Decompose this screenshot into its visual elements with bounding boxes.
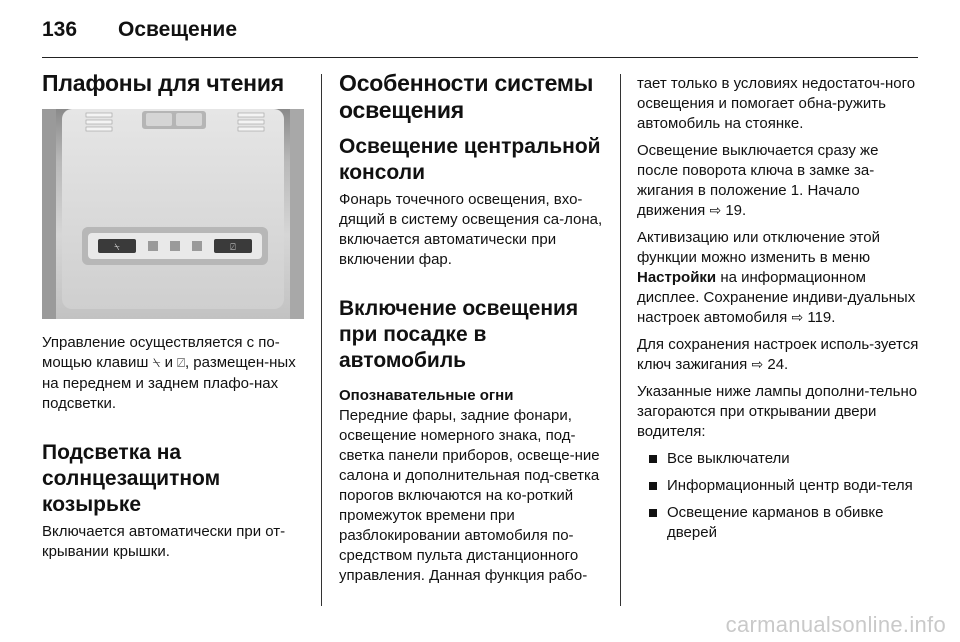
- page-ref-24[interactable]: 24.: [767, 356, 789, 373]
- column-3: [637, 74, 919, 550]
- heading-lighting-features: Особенности системы освещения: [339, 70, 594, 123]
- heading-visor-lighting: Подсветка на солнцезащитном козырьке: [42, 441, 221, 516]
- svg-text:⍀: ⍀: [114, 243, 120, 253]
- console-lighting-text: Фонарь точечного освещения, вхо-дящий в систему освещения са-лона, включается автоматически при включении фар.: [339, 191, 603, 268]
- page-ref-arrow-icon: ⇨: [791, 310, 804, 326]
- heading-entry-lighting: Включение освещения при посадке в автомобиль: [339, 297, 579, 372]
- heading-identification-lights: Опознавательные огни: [339, 387, 514, 404]
- reading-lamp-photo: [42, 109, 304, 319]
- page-number: 136: [42, 18, 78, 41]
- reading-lamp-right-icon: [230, 243, 236, 253]
- page-ref-arrow-icon: ⇨: [709, 203, 722, 219]
- settings-menu-label: Настройки: [637, 269, 717, 286]
- reading-lamp-photo-drawing: [42, 109, 304, 319]
- reading-lamp-text: Управление осуществляется с по-мощью клавиш ⍀ и ⍁, размещен-ных на переднем и заднем плафо-нах подсветки.: [42, 334, 296, 412]
- column-divider-1: [321, 74, 322, 606]
- col3-para-4: Для сохранения настроек исполь-зуется ключ зажигания ⇨ 24.: [637, 336, 919, 373]
- svg-text:⍁: ⍁: [230, 243, 236, 253]
- col3-para-5: Указанные ниже лампы дополни-тельно загораются при открывании двери водителя:: [637, 383, 918, 440]
- column-1: [42, 70, 304, 562]
- reading-lamp-left-glyph-icon: ⍀: [152, 356, 161, 371]
- list-item: Информационный центр води-теля: [637, 476, 919, 496]
- heading-console-lighting: Освещение центральной консоли: [339, 135, 601, 184]
- page-ref-119[interactable]: 119.: [807, 309, 836, 326]
- column-2: [339, 70, 607, 586]
- page-header: [42, 14, 918, 48]
- column-divider-2: [620, 74, 621, 606]
- header-divider: [42, 57, 918, 58]
- lamp-list: [637, 449, 919, 543]
- col3-para-2: Освещение выключается сразу же после поворота ключа в замке за-жигания в положение 1. Начало движения ⇨ 19.: [637, 142, 879, 219]
- watermark: carmanualsonline.info: [725, 612, 946, 637]
- reading-lamp-right-glyph-icon: ⍁: [177, 356, 185, 371]
- visor-lighting-text: Включается автоматически при от-крывании крышки.: [42, 523, 286, 560]
- page-ref-arrow-icon: ⇨: [751, 357, 764, 373]
- reading-lamp-left-icon: [114, 243, 120, 253]
- col3-para-3: Активизацию или отключение этой функции можно изменить в меню Настройки на информационном дисплее. Сохранение индиви-дуальных настроек автомобиля ⇨ 119.: [637, 229, 916, 326]
- identification-lights-text: Передние фары, задние фонари, освещение номерного знака, под-светка панели приборов, освеще-ние салона и дополнительная под-светка порогов включаются на ко-роткий промежуток времени при разблокировании автомобиля по-средством пульта дистанционного управления. Данная функция рабо-: [339, 407, 600, 584]
- list-item: Все выключатели: [637, 449, 919, 469]
- section-title: Освещение: [118, 18, 237, 41]
- page-ref-19[interactable]: 19.: [725, 202, 747, 219]
- col3-para-1: тает только в условиях недостаточ-ного освещения и помогает обна-ружить автомобиль на стоянке.: [637, 75, 916, 132]
- list-item: Освещение карманов в обивке дверей: [637, 503, 919, 543]
- heading-reading-lamps: Плафоны для чтения: [42, 70, 285, 96]
